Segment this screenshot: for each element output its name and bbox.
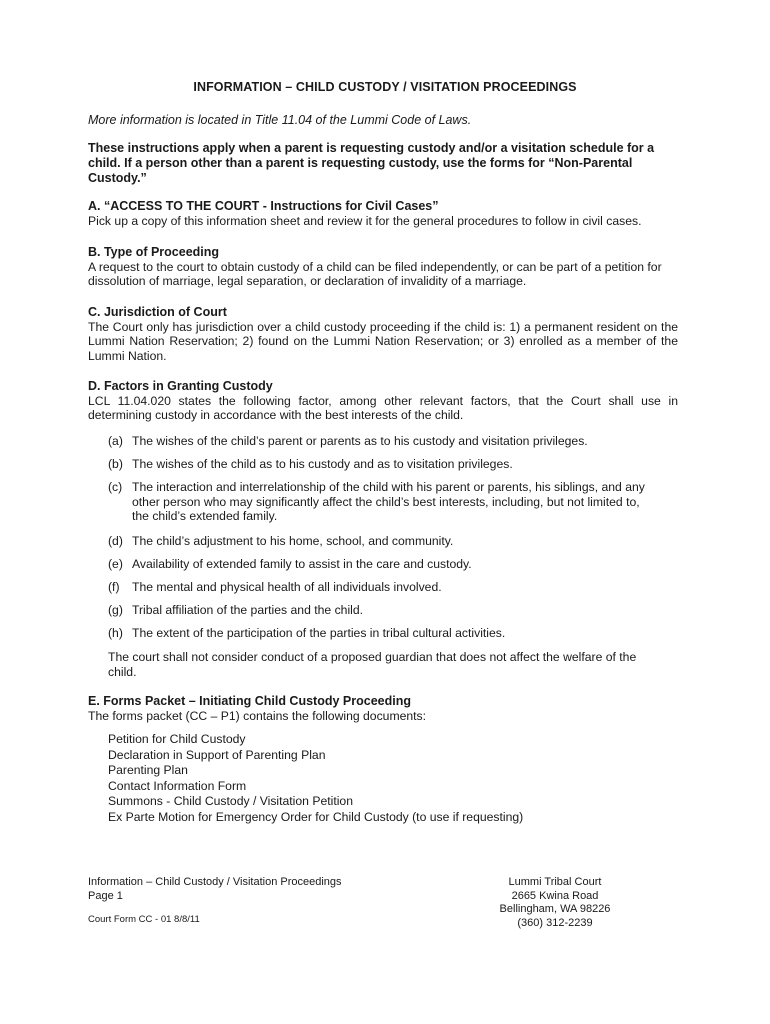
factor-letter: (h) — [108, 626, 123, 640]
factor-item — [108, 580, 658, 595]
factor-text: Availability of extended family to assist in the care and custody. — [132, 557, 472, 571]
section-d-body: LCL 11.04.020 states the following factor, among other relevant factors, that the Court shall use in determining custody in accordance with the best interests of the child. — [88, 393, 678, 422]
section-b-body: A request to the court to obtain custody of a child can be filed independently, or can be part of a petition for dissolution of marriage, legal separation, or declaration of invalidity of a marriage. — [88, 259, 662, 288]
document-item: Summons - Child Custody / Visitation Petition — [108, 794, 353, 808]
factor-item — [108, 480, 658, 524]
document-item: Declaration in Support of Parenting Plan — [108, 747, 326, 762]
section-c-body: The Court only has jurisdiction over a child custody proceeding if the child is: 1) a permanent resident on the Lummi Nation Reservation; 2) found on the Lummi Nation Reservation; or 3) enrolled as a member of the Lummi Nation. — [88, 319, 678, 363]
factor-letter: (g) — [108, 603, 123, 617]
section-b — [88, 245, 678, 289]
section-d — [88, 379, 678, 423]
document-item: Petition for Child Custody — [108, 732, 246, 746]
factor-letter: (a) — [108, 434, 123, 448]
section-a-body: Pick up a copy of this information sheet and review it for the general procedures to follow in civil cases. — [88, 213, 642, 228]
court-name: Lummi Tribal Court — [508, 876, 602, 888]
factor-item — [108, 603, 658, 618]
document-item: Ex Parte Motion for Emergency Order for Child Custody (to use if requesting) — [108, 809, 524, 824]
factor-item — [108, 557, 658, 572]
document-title: INFORMATION – CHILD CUSTODY / VISITATION PROCEEDINGS — [193, 80, 577, 94]
footer-left — [88, 876, 342, 927]
factor-item — [108, 434, 658, 449]
section-c — [88, 305, 678, 363]
factor-text: The wishes of the child’s parent or parents as to his custody and visitation privileges. — [132, 434, 588, 448]
factor-text: The wishes of the child as to his custody and as to visitation privileges. — [132, 457, 513, 471]
footer-form-number: Court Form CC - 01 8/8/11 — [88, 914, 200, 925]
factor-text: The mental and physical health of all individuals involved. — [132, 580, 442, 594]
section-c-heading: C. Jurisdiction of Court — [88, 305, 227, 319]
court-phone: (360) 312-2239 — [517, 916, 593, 929]
document-item: Parenting Plan — [108, 763, 188, 777]
factor-text: Tribal affiliation of the parties and the child. — [132, 603, 364, 617]
factor-letter: (c) — [108, 480, 123, 494]
court-city: Bellingham, WA 98226 — [499, 903, 611, 915]
section-e-body: The forms packet (CC – P1) contains the following documents: — [88, 708, 427, 723]
section-a-heading: A. “ACCESS TO THE COURT - Instructions for Civil Cases” — [88, 199, 439, 213]
section-e-heading: E. Forms Packet – Initiating Child Custody Proceeding — [88, 694, 411, 708]
factor-text: The child’s adjustment to his home, school, and community. — [132, 534, 454, 548]
documents-list — [108, 732, 608, 825]
footer-doc-title: Information – Child Custody / Visitation Proceedings — [88, 876, 342, 888]
applies-statement: These instructions apply when a parent is requesting custody and/or a visitation schedule for a child. If a person other than a parent is requesting custody, use the forms for “Non-Parental Custody.” — [88, 141, 655, 185]
factor-letter: (b) — [108, 457, 123, 471]
factor-letter: (e) — [108, 557, 123, 571]
factor-text: The interaction and interrelationship of the child with his parent or parents, his siblings, and any other person who may significantly affect the child’s best interests, including, but not limited to, the child’s extended family. — [132, 480, 645, 523]
factor-letter: (d) — [108, 534, 123, 548]
section-b-heading: B. Type of Proceeding — [88, 245, 220, 259]
factor-item — [108, 457, 658, 472]
factor-letter: (f) — [108, 580, 120, 594]
section-d-heading: D. Factors in Granting Custody — [88, 379, 273, 393]
section-a — [88, 199, 678, 228]
footer-court-address — [480, 876, 630, 930]
section-e — [88, 694, 678, 723]
section-d-closing: The court shall not consider conduct of a proposed guardian that does not affect the welfare of the child. — [108, 650, 637, 679]
factor-item — [108, 626, 658, 641]
factor-text: The extent of the participation of the parties in tribal cultural activities. — [132, 626, 506, 640]
intro-note: More information is located in Title 11.04 of the Lummi Code of Laws. — [88, 113, 472, 127]
court-street: 2665 Kwina Road — [511, 889, 599, 902]
document-item: Contact Information Form — [108, 778, 247, 793]
factor-item — [108, 534, 658, 549]
footer-page-number: Page 1 — [88, 889, 123, 902]
